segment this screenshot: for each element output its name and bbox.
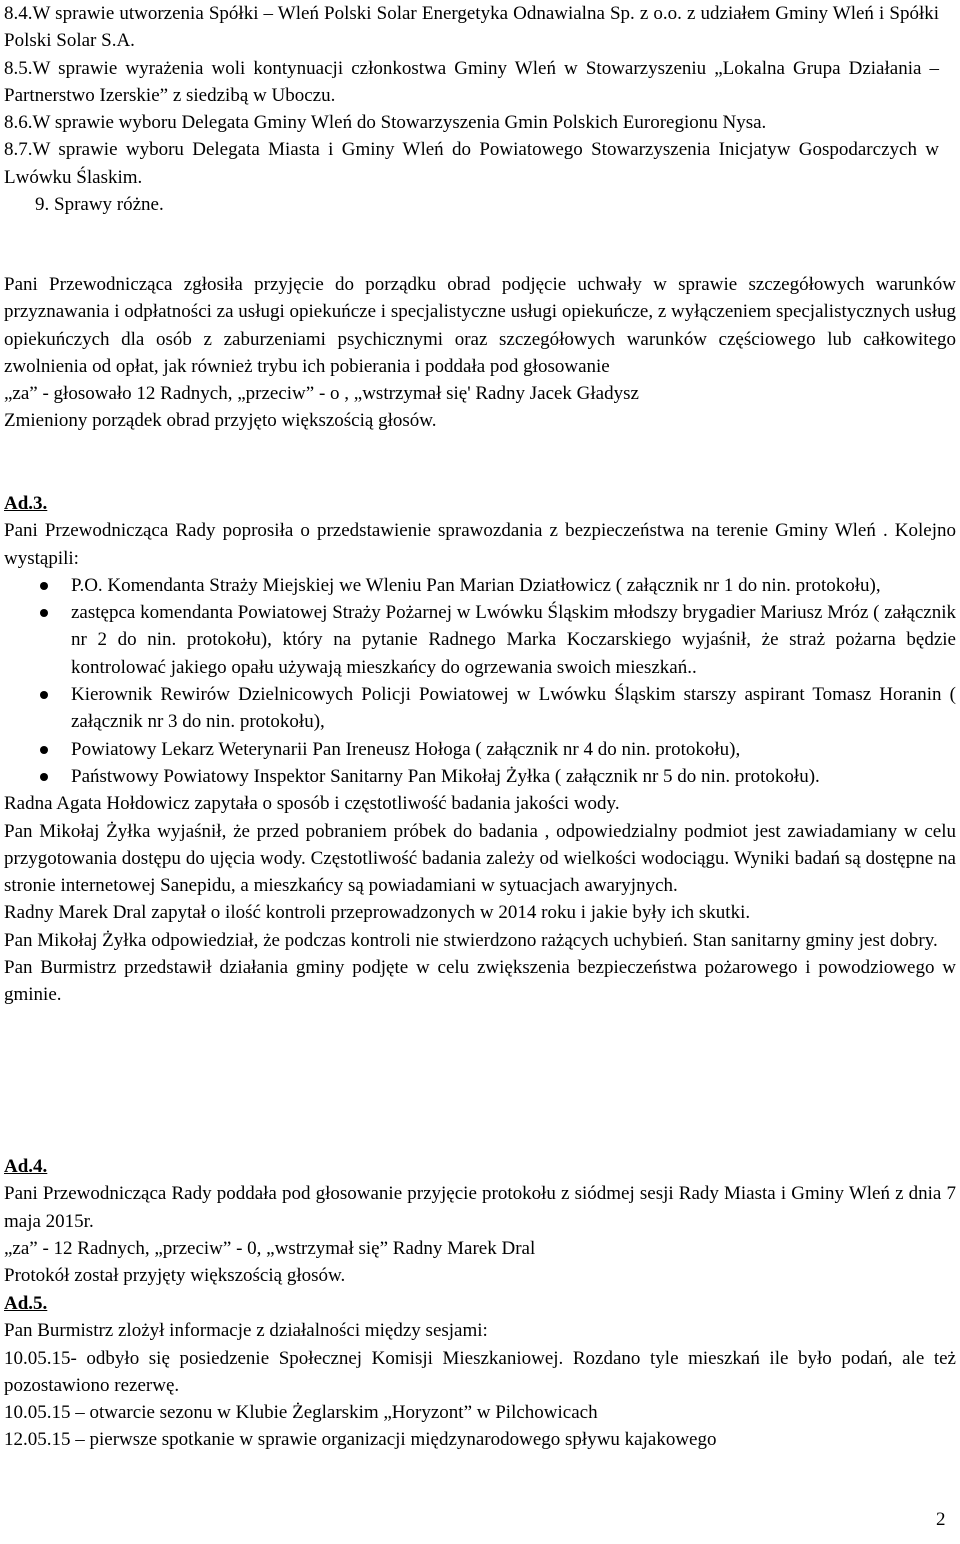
bullet-icon bbox=[40, 609, 48, 617]
vote-line: „za” - głosowało 12 Radnych, „przeciw” - o , „wstrzymał się' Radny Jacek Gładysz bbox=[4, 383, 639, 405]
vote-line: „za” - 12 Radnych, „przeciw” - 0, „wstrzymał się” Radny Marek Dral bbox=[4, 1237, 536, 1259]
list-item-text: Kierownik Rewirów Dzielnicowych Policji Powiatowej w Lwówku Śląskim starszy aspirant Tomasz Horanin ( załącznik nr 3 do nin. protokołu), bbox=[71, 684, 956, 733]
list-item bbox=[4, 763, 956, 790]
list-item bbox=[4, 572, 956, 599]
agenda-item-text: W sprawie utworzenia Spółki – Wleń Polski Solar Energetyka Odnawialna Sp. z o.o. z udziałem Gminy Wleń i Spółki Polski Solar S.A. bbox=[4, 3, 939, 52]
list-item bbox=[4, 599, 956, 681]
section-ad4 bbox=[4, 1153, 956, 1289]
agenda-item bbox=[4, 0, 939, 55]
bullet-icon bbox=[40, 582, 48, 590]
section-ad5 bbox=[4, 1290, 956, 1454]
list-item-text: zastępca komendanta Powiatowej Straży Pożarnej w Lwówku Śląskim młodszy brygadier Mariusz Mróz ( załącznik nr 2 do nin. protokołu), który na pytanie Radnego Marka Koczarskiego wyjaśnił, że straż pożarna będzie kontrolować jakiego opału używają mieszkańcy do ogrzewania swoich mieszkań.. bbox=[71, 602, 956, 678]
result-line: Protokół został przyjęty większością głosów. bbox=[4, 1265, 346, 1287]
paragraph: Pan Burmistrz przedstawił działania gminy podjęte w celu zwiększenia bezpieczeństwa pożarowego i powodziowego w gminie. bbox=[4, 957, 956, 1006]
agenda-item bbox=[4, 136, 939, 191]
agenda-item bbox=[4, 55, 939, 110]
section-ad3 bbox=[4, 490, 956, 1009]
bullet-icon bbox=[40, 691, 48, 699]
paragraph: Pan Mikołaj Żyłka odpowiedział, że podczas kontroli nie stwierdzono rażących uchybień. Stan sanitarny gminy jest dobry. bbox=[4, 929, 938, 951]
agenda-item bbox=[4, 191, 939, 218]
section-heading: Ad.3. bbox=[4, 493, 48, 514]
section-order-change bbox=[4, 271, 956, 435]
result-line: Zmieniony porządek obrad przyjęto większością głosów. bbox=[4, 410, 437, 432]
agenda-item-number: 8.7. bbox=[4, 139, 33, 161]
paragraph: Pan Burmistrz zlożył informacje z działalności między sesjami: bbox=[4, 1320, 488, 1342]
paragraph: Pan Mikołaj Żyłka wyjaśnił, że przed pobraniem próbek do badania , odpowiedzialny podmiot jest zawiadamiany w celu przygotowania dostępu do ujęcia wody. Częstotliwość badania zależy od wielkości wodociągu. Wyniki badań są dostępne na stronie internetowej Sanepidu, a mieszkańcy są powiadamiani w sytuacjach awaryjnych. bbox=[4, 820, 956, 897]
agenda-item-number: 8.5. bbox=[4, 57, 33, 79]
list-item: 10.05.15 – otwarcie sezonu w Klubie Żeglarskim „Horyzont” w Pilchowicach bbox=[4, 1402, 598, 1424]
list-item-text: Powiatowy Lekarz Weterynarii Pan Ireneusz Hołoga ( załącznik nr 4 do nin. protokołu), bbox=[71, 738, 741, 760]
list-item bbox=[4, 681, 956, 736]
agenda-list bbox=[4, 0, 939, 218]
list-item: 10.05.15- odbyło się posiedzenie Społecznej Komisji Mieszkaniowej. Rozdano tyle mieszkań ile było podań, ale też pozostawiono rezerwę. bbox=[4, 1347, 956, 1396]
agenda-item bbox=[4, 109, 939, 136]
speaker-list bbox=[4, 572, 956, 790]
list-item-text: Państwowy Powiatowy Inspektor Sanitarny Pan Mikołaj Żyłka ( załącznik nr 5 do nin. protokołu). bbox=[71, 765, 820, 787]
agenda-item-text: W sprawie wyboru Delegata Gminy Wleń do Stowarzyszenia Gmin Polskich Euroregionu Nysa. bbox=[32, 112, 767, 134]
agenda-item-text: W sprawie wyrażenia woli kontynuacji członkostwa Gminy Wleń w Stowarzyszeniu „Lokalna Grupa Działania – Partnerstwo Izerskie” z siedzibą w Uboczu. bbox=[4, 57, 939, 106]
section-heading: Ad.5. bbox=[4, 1293, 48, 1314]
bullet-icon bbox=[40, 746, 48, 754]
bullet-icon bbox=[40, 773, 48, 781]
paragraph: Radny Marek Dral zapytał o ilość kontroli przeprowadzonych w 2014 roku i jakie były ich skutki. bbox=[4, 902, 751, 924]
agenda-item-number: 8.6. bbox=[4, 112, 33, 134]
paragraph: Pani Przewodnicząca Rady poprosiła o przedstawienie sprawozdania z bezpieczeństwa na terenie Gminy Wleń . Kolejno wystąpili: bbox=[4, 520, 956, 569]
section-heading: Ad.4. bbox=[4, 1156, 48, 1177]
agenda-item-text: W sprawie wyboru Delegata Miasta i Gminy Wleń do Powiatowego Stowarzyszenia Inicjatyw Gospodarczych w Lwówku Ślaskim. bbox=[4, 139, 939, 188]
agenda-item-number: 8.4. bbox=[4, 3, 33, 24]
paragraph: Pani Przewodnicząca Rady poddała pod głosowanie przyjęcie protokołu z siódmej sesji Rady Miasta i Gminy Wleń z dnia 7 maja 2015r. bbox=[4, 1183, 956, 1232]
list-item bbox=[4, 736, 956, 763]
page-number: 2 bbox=[936, 1509, 946, 1530]
list-item: 12.05.15 – pierwsze spotkanie w sprawie organizacji międzynarodowego spływu kajakowego bbox=[4, 1429, 717, 1451]
list-item-text: P.O. Komendanta Straży Miejskiej we Wleniu Pan Marian Dziatłowicz ( załącznik nr 1 do nin. protokołu), bbox=[71, 574, 881, 596]
paragraph: Pani Przewodnicząca zgłosiła przyjęcie do porządku obrad podjęcie uchwały w sprawie szczegółowych warunków przyznawania i odpłatności za usługi opiekuńcze i specjalistyczne usługi opiekuńcze, z wyłączeniem specjalistycznych usług opiekuńczych dla osób z zaburzeniami psychicznymi oraz szczegółowych warunków częściowego lub całkowitego zwolnienia od opłat, jak również trybu ich pobierania i poddała pod głosowanie bbox=[4, 274, 956, 377]
paragraph: Radna Agata Hołdowicz zapytała o sposób i częstotliwość badania jakości wody. bbox=[4, 793, 620, 815]
agenda-item-number: 9. bbox=[35, 194, 50, 216]
agenda-item-text: Sprawy różne. bbox=[54, 194, 164, 216]
